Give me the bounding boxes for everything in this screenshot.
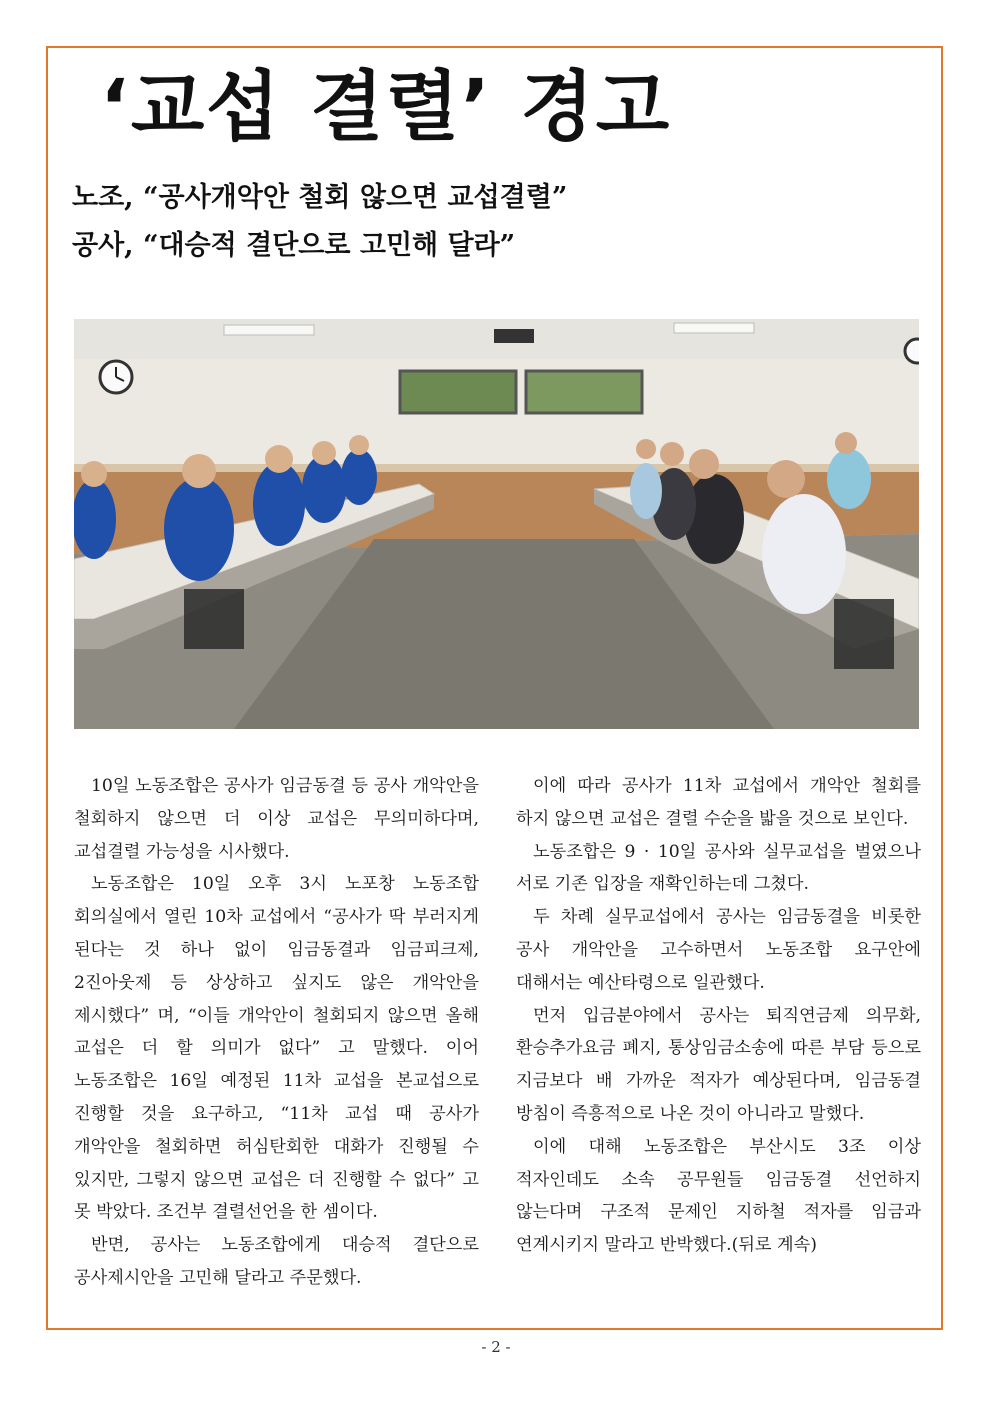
paragraph: 반면, 공사는 노동조합에게 대승적 결단으로 공사제시안을 고민해 달라고 주문했다. (74, 1235, 479, 1288)
article-left-column (74, 770, 479, 1295)
paragraph: 노동조합은 9 · 10일 공사와 실무교섭을 벌였으나 서로 기존 입장을 재확인하는데 그쳤다. (516, 841, 921, 895)
paragraph: 10일 노동조합은 공사가 임금동결 등 공사 개악안을 철회하지 않으면 더 이상 교섭은 무의미하다며, 교섭결렬 가능성을 시사했다. (74, 776, 479, 862)
window-left (400, 371, 516, 413)
page-number: - 2 - (481, 1338, 511, 1356)
article-right-column (516, 770, 921, 1262)
paragraph: 이에 대해 노동조합은 부산시도 3조 이상 적자인데도 소속 공무원들 임금동결 선언하지 않는다며 구조적 문제인 지하철 적자를 임금과 연계시키지 말라고 반박했다.(뒤로 계속) (516, 1136, 921, 1256)
paragraph: 이에 따라 공사가 11차 교섭에서 개악안 철회를 하지 않으면 교섭은 결렬 수순을 밟을 것으로 보인다. (516, 776, 921, 829)
photo-illustration (74, 319, 919, 729)
window-right (526, 371, 642, 413)
paragraph: 두 차례 실무교섭에서 공사는 임금동결을 비롯한 공사 개악안을 고수하면서 노동조합 요구안에 대해서는 예산타령으로 일관했다. (516, 907, 921, 993)
headline: ‘교섭 결렬’ 경고 (100, 62, 672, 151)
paragraph: 노동조합은 10일 오후 3시 노포창 노동조합 회의실에서 열린 10차 교섭에서 “공사가 딱 부러지게 된다는 것 하나 없이 임금동결과 임금피크제, 2진아웃제 등 상상하고 싶지도 않은 개악안을 제시했다” 며, “이들 개악안이 철회되지 않으면 올해 교섭은 더 할 의미가 없다” 고 말했다. 이어 노동조합은 16일 예정된 11차 교섭을 본교섭으로 진행할 것을 요구하고, “11차 교섭 때 공사가 개악안을 철회하면 허심탄회한 대화가 진행될 수 있지만, 그렇지 않으면 교섭은 더 진행할 수 없다” 고 못 박았다. 조건부 결렬선언을 한 셈이다. (74, 874, 479, 1223)
meeting-room-photo (74, 319, 919, 729)
subhead-company: 공사, “대승적 결단으로 고민해 달라” (72, 230, 516, 261)
paragraph: 먼저 입금분야에서 공사는 퇴직연금제 의무화, 환승추가요금 폐지, 통상임금소송에 따른 부담 등으로 지금보다 배 가까운 적자가 예상된다며, 임금동결 방침이 즉흥적으로 나온 것이 아니라고 말했다. (516, 1005, 921, 1124)
subhead-union: 노조, “공사개악안 철회 않으면 교섭결렬” (72, 182, 568, 213)
